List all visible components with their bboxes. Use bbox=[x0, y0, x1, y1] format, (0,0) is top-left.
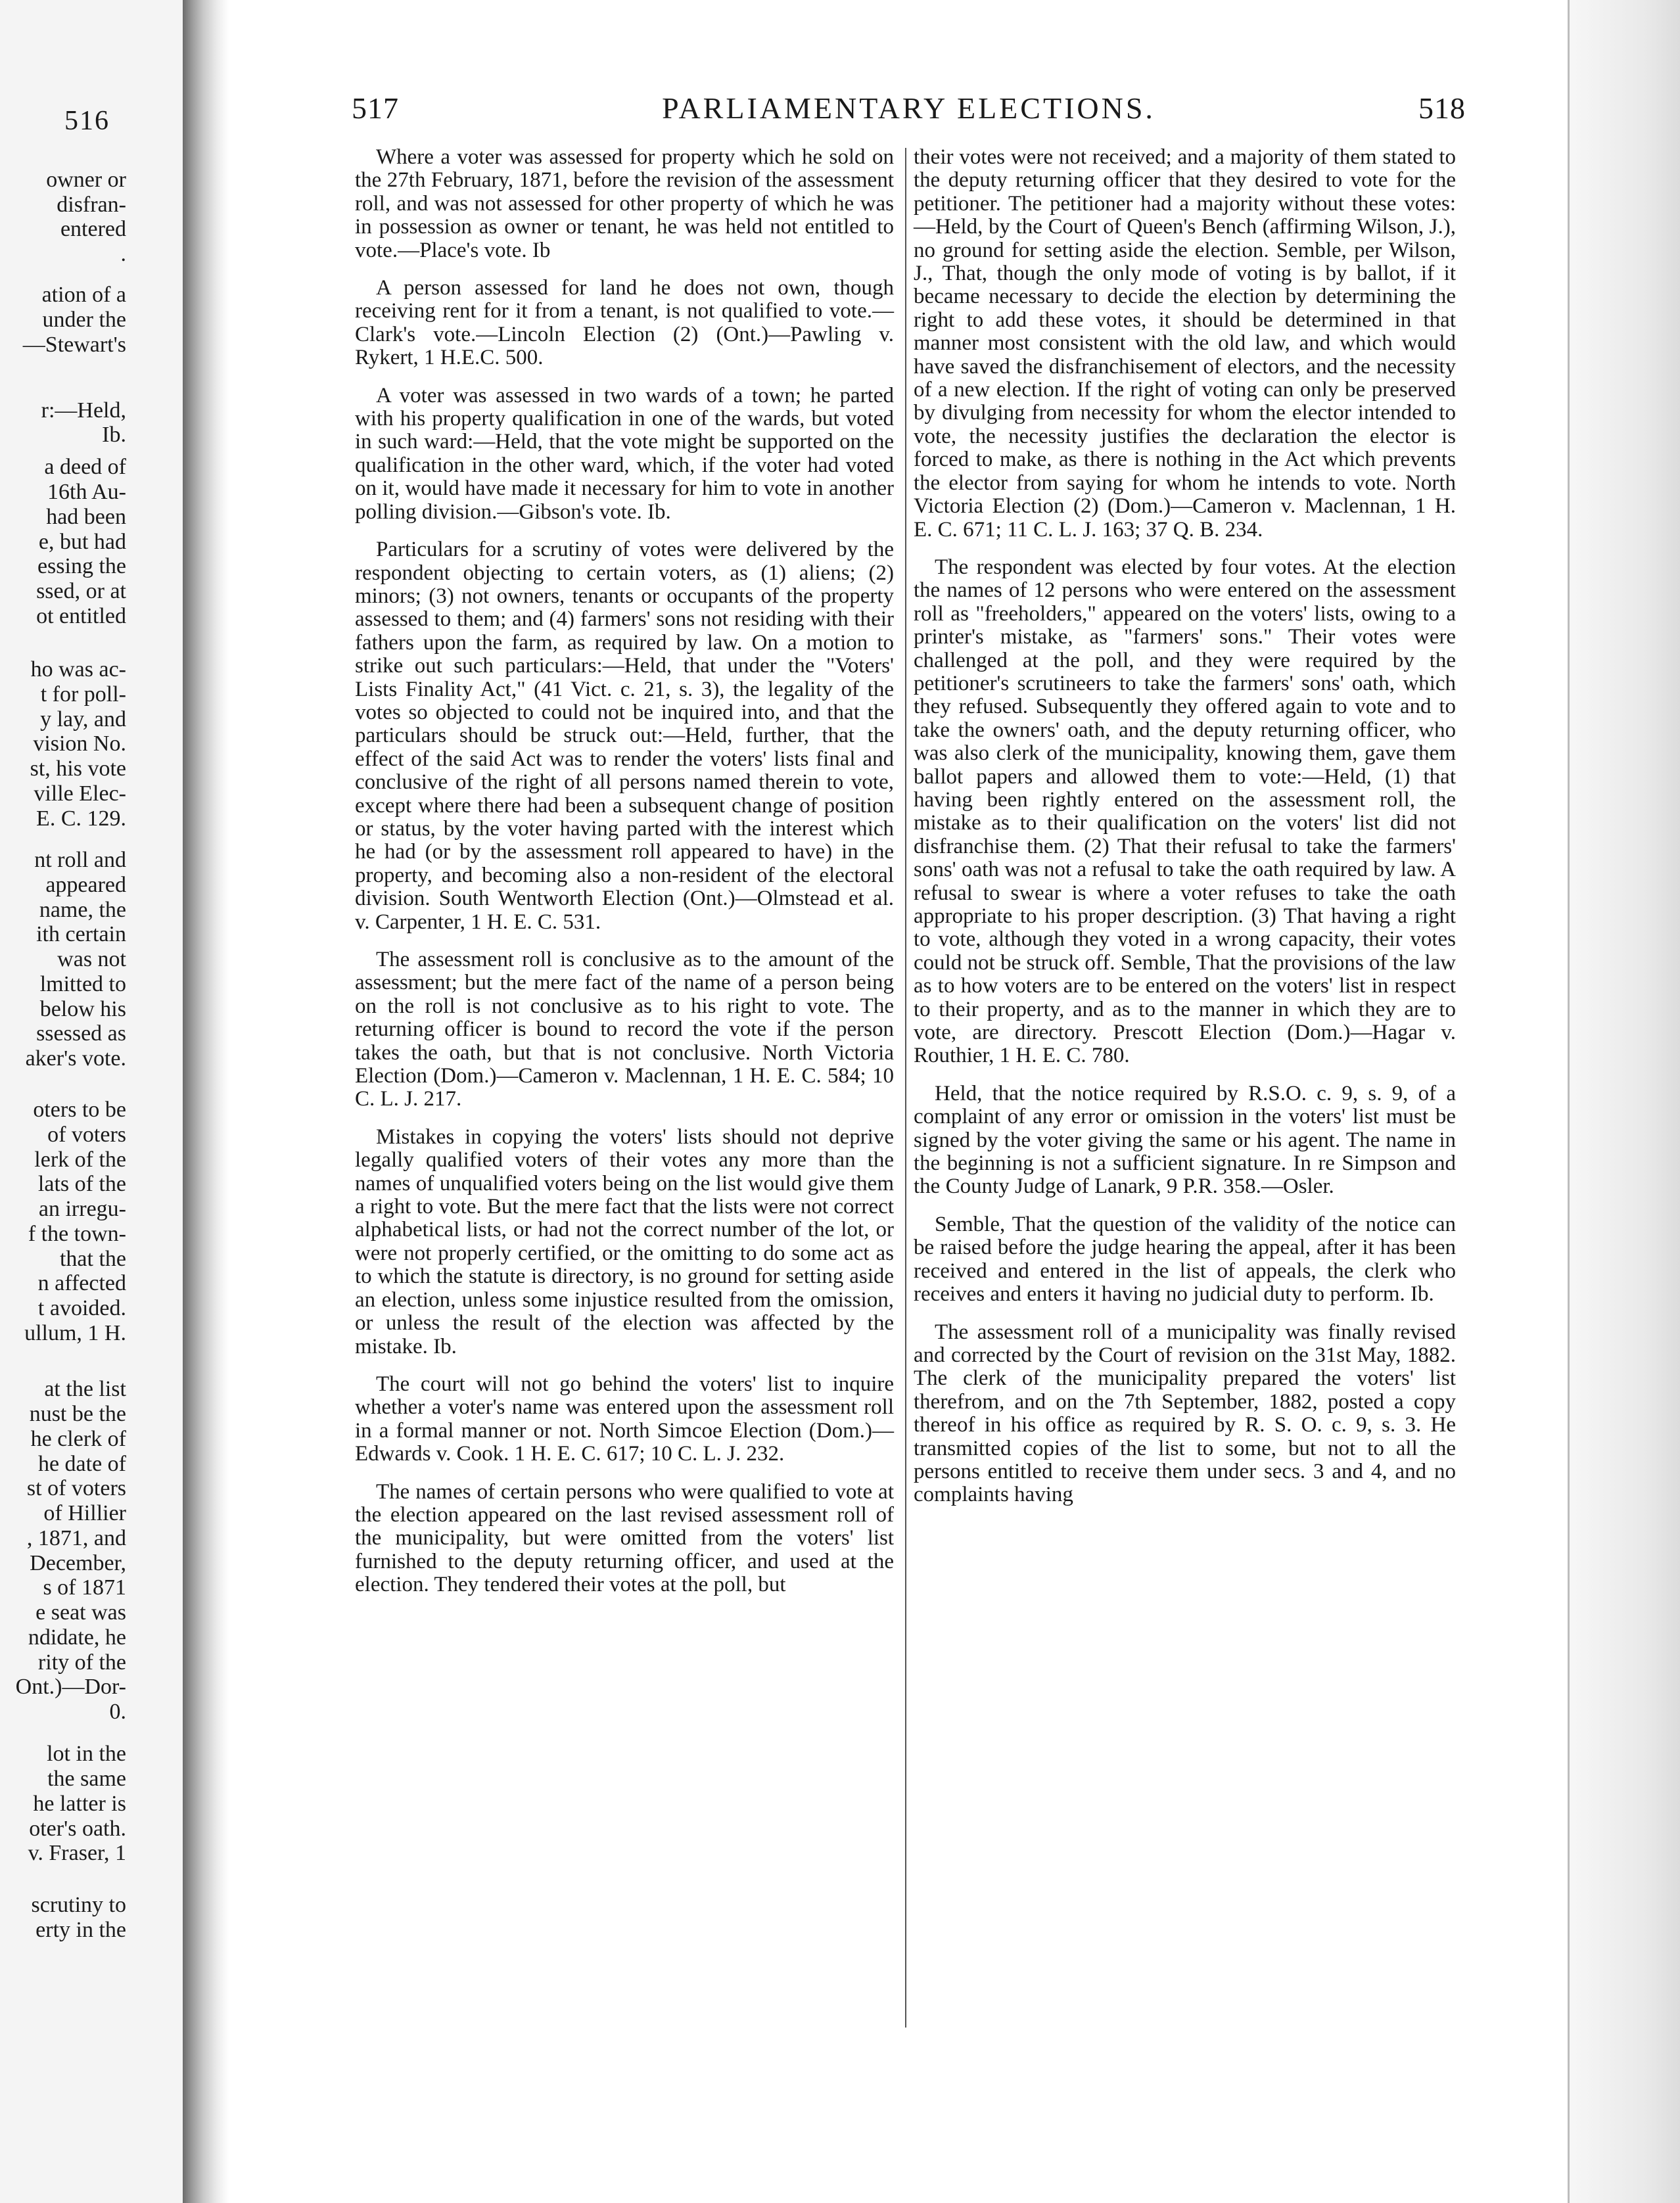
previous-page-line: that the bbox=[59, 1247, 126, 1271]
previous-page-line: f the town- bbox=[28, 1222, 126, 1246]
previous-page-line: t avoided. bbox=[37, 1296, 126, 1320]
case-paragraph: A voter was assessed in two wards of a town; he parted with his property qualification in one of the wards, but voted in such ward:—Held, that the vote might be supported on the qualification in the other ward, which, if the voter had voted on it, would have made it necessary for him to vote in another polling division.—Gibson's vote. Ib. bbox=[355, 383, 894, 524]
case-paragraph: The assessment roll is conclusive as to the amount of the assessment; but the mere fact of the name of a person being on the roll is not conclusive as to his right to vote. The returning officer is bound to record the vote if the person takes the oath, but that is not conclusive. North Victoria Election (Dom.)—Cameron v. Maclennan, 1 H. E. C. 584; 10 C. L. J. 217. bbox=[355, 948, 894, 1111]
case-paragraph: The court will not go behind the voters' list to inquire whether a voter's name was entered upon the assessment roll in a formal manner or not. North Simcoe Election (Dom.)—Edwards v. Cook. 1 H. E. C. 617; 10 C. L. J. 232. bbox=[355, 1372, 894, 1466]
case-paragraph: Where a voter was assessed for property which he sold on the 27th February, 1871, before the revision of the assessment roll, and was not assessed for other property of which he was in possession as owner or tenant, he was held not entitled to vote.—Place's vote. Ib bbox=[355, 145, 894, 262]
previous-page-line: y lay, and bbox=[40, 707, 126, 731]
previous-page-line: r:—Held, bbox=[41, 398, 126, 423]
running-title: PARLIAMENTARY ELECTIONS. bbox=[662, 91, 1155, 125]
previous-page-line: December, bbox=[30, 1551, 126, 1575]
previous-page-line: ullum, 1 H. bbox=[24, 1321, 126, 1345]
previous-page-line: name, the bbox=[39, 898, 126, 922]
previous-page-line: Ont.)—Dor- bbox=[15, 1675, 126, 1699]
previous-page-line: v. Fraser, 1 bbox=[28, 1841, 126, 1865]
previous-page-line: the same bbox=[47, 1767, 126, 1791]
previous-page-line: e seat was bbox=[35, 1600, 126, 1625]
previous-page-line: 0. bbox=[109, 1700, 126, 1724]
previous-page-number: 516 bbox=[64, 106, 110, 136]
previous-page-line: had been bbox=[46, 505, 126, 529]
previous-page-line: oters to be bbox=[33, 1098, 126, 1122]
previous-page-line: st of voters bbox=[26, 1476, 126, 1500]
previous-page-line: t for poll- bbox=[40, 682, 126, 707]
previous-page-line: ndidate, he bbox=[28, 1625, 126, 1650]
previous-page-line: 16th Au- bbox=[47, 480, 126, 504]
page-number-right: 518 bbox=[1418, 91, 1466, 125]
previous-page-line: erty in the bbox=[35, 1918, 126, 1942]
previous-page-line: ith certain bbox=[36, 922, 126, 946]
previous-page-line: Ib. bbox=[102, 423, 126, 447]
previous-page-line: lats of the bbox=[37, 1172, 126, 1196]
previous-page-line: ot entitled bbox=[36, 604, 126, 628]
previous-page-line: at the list bbox=[44, 1377, 126, 1401]
case-paragraph: The respondent was elected by four votes. At the election the names of 12 persons who were entered on the assessment roll as "freeholders," appeared on the voters' lists, owing to a printer's mistake, as "farmers' sons." Their votes were challenged at the poll, and they were required by the petitioner's scrutineers to take the farmers' sons' oath, which they refused. Subsequently they offered again to vote and to take the owners' oath, and the deputy returning officer, who was also clerk of the municipality, knowing them, gave them ballot papers and allowed them to vote:—Held, (1) that having been rightly entered on the assessment roll, the mistake as to their qualification on the voters' list did not disfranchise them. (2) That their refusal to take the farmers' sons' oath was not a refusal to take the oath required by law. A refusal to swear is where a voter refuses to take the oath appropriate to his proper description. (3) That having a right to vote, although they voted in a wrong capacity, their votes could not be struck off. Semble, That the provisions of the law as to how voters are to be entered on the voters' list in respect to their property, and as to the manner in which they are to vote, are directory. Prescott Election (Dom.)—Hagar v. Routhier, 1 H. E. C. 780. bbox=[914, 555, 1456, 1068]
previous-page-line: e, but had bbox=[38, 530, 126, 554]
previous-page-line: lerk of the bbox=[34, 1148, 126, 1172]
previous-page-line: ville Elec- bbox=[34, 781, 126, 806]
case-paragraph: The names of certain persons who were qualified to vote at the election appeared on the last revised assessment roll of the municipality, but were omitted from the voters' list furnished to the deputy returning officer, and used at the election. They tendered their votes at the poll, but bbox=[355, 1479, 894, 1597]
previous-page-line: he date of bbox=[37, 1452, 126, 1476]
previous-page-line: nust be the bbox=[29, 1402, 126, 1426]
previous-page-line: under the bbox=[42, 308, 126, 332]
previous-page-line: ssessed as bbox=[36, 1021, 126, 1046]
previous-page-line: vision No. bbox=[33, 731, 126, 756]
previous-page-line: entered bbox=[60, 217, 126, 241]
case-paragraph: A person assessed for land he does not own, though receiving rent for it from a tenant, is not qualified to vote.—Clark's vote.—Lincoln Election (2) (Ont.)—Pawling v. Rykert, 1 H.E.C. 500. bbox=[355, 276, 894, 370]
previous-page-line: he clerk of bbox=[30, 1427, 126, 1451]
previous-page-line: —Stewart's bbox=[22, 333, 126, 357]
previous-page-line: . bbox=[120, 242, 126, 266]
case-paragraph: The assessment roll of a municipality was finally revised and corrected by the Court of revision on the 31st May, 1882. The clerk of the municipality prepared the voters' list therefrom, and on the 7th September, 1882, posted a copy thereof in his office as required by R. S. O. c. 9, s. 3. He transmitted copies of the list to some, but not to all the persons entitled to receive them under secs. 3 and 4, and no complaints having bbox=[914, 1320, 1456, 1507]
previous-page-line: of voters bbox=[47, 1123, 126, 1147]
previous-page-line: below his bbox=[39, 997, 126, 1021]
previous-page-line: lot in the bbox=[47, 1742, 126, 1766]
previous-page-line: an irregu- bbox=[38, 1197, 126, 1221]
previous-page-line: ation of a bbox=[41, 283, 126, 307]
previous-page-line: disfran- bbox=[57, 193, 126, 217]
previous-page-line: scrutiny to bbox=[31, 1893, 126, 1917]
previous-page-line: ssed, or at bbox=[36, 579, 126, 603]
previous-page-strip bbox=[0, 0, 183, 2203]
previous-page-line: nt roll and bbox=[34, 848, 126, 872]
case-paragraph: their votes were not received; and a majority of them stated to the deputy returning officer that they desired to vote for the petitioner. The petitioner had a majority without these votes:—Held, by the Court of Queen's Bench (affirming Wilson, J.), no ground for setting aside the election. Semble, per Wilson, J., That, though the only mode of voting is by ballot, if it became necessary to decide the election by determining the right to add these votes, it should be determined in that manner most consistent with the old law, and which would have saved the disfranchisement of electors, and the necessity of a new election. If the right of voting can only be preserved by divulging from necessity for whom the elector intended to vote, the necessity justifies the declaration the elector is forced to make, as there is nothing in the Act which prevents the elector from saying for whom he intends to vote. North Victoria Election (2) (Dom.)—Cameron v. Maclennan, 1 H. E. C. 671; 11 C. L. J. 163; 37 Q. B. 234. bbox=[914, 145, 1456, 542]
previous-page-line: st, his vote bbox=[30, 756, 126, 781]
previous-page-line: he latter is bbox=[33, 1792, 126, 1816]
running-header bbox=[352, 91, 1466, 130]
previous-page-line: , 1871, and bbox=[26, 1526, 126, 1550]
previous-page-line: appeared bbox=[45, 873, 126, 897]
case-paragraph: Mistakes in copying the voters' lists should not deprive legally qualified voters of their votes any more than the names of unqualified voters being on the list would give them a right to vote. But the mere fact that the lists were not correct alphabetical lists, or had not the correct number of the lot, or were not properly certified, or the omitting to do some act as to which the statute is directory, is no ground for setting aside an election, unless some injustice resulted from the omission, or unless the result of the election was affected by the mistake. Ib. bbox=[355, 1125, 894, 1358]
previous-page-line: oter's oath. bbox=[29, 1817, 126, 1841]
previous-page-line: lmitted to bbox=[39, 972, 126, 996]
previous-page-line: essing the bbox=[37, 554, 126, 578]
previous-page-line: was not bbox=[57, 947, 126, 971]
page-edge bbox=[1568, 0, 1680, 2203]
previous-page-line: E. C. 129. bbox=[36, 806, 126, 831]
page-number-left: 517 bbox=[352, 91, 399, 125]
column-divider bbox=[905, 148, 906, 2028]
case-paragraph: Particulars for a scrutiny of votes were delivered by the respondent objecting to certain voters, as (1) aliens; (2) minors; (3) not owners, tenants or occupants of the property assessed to them; and (4) farmers' sons not residing with their fathers upon the farm, as required by law. On a motion to strike out such particulars:—Held, that under the "Voters' Lists Finality Act," (41 Vict. c. 21, s. 3), the legality of the votes so objected to could not be inquired into, and that the particulars should be struck out:—Held, further, that the effect of the said Act was to render the voters' lists final and conclusive of the right of all persons named therein to vote, except where there had been a subsequent change of position or status, by the voter having parted with the interest which he had (or by the assessment roll appeared to have) in the property, and becoming also a non-resident of the electoral division. South Wentworth Election (Ont.)—Olmstead et al. v. Carpenter, 1 H. E. C. 531. bbox=[355, 538, 894, 934]
case-paragraph: Held, that the notice required by R.S.O. c. 9, s. 9, of a complaint of any error or omission in the voters' list must be signed by the voter giving the same or his agent. The name in the beginning is not a sufficient signature. In re Simpson and the County Judge of Lanark, 9 P.R. 358.—Osler. bbox=[914, 1081, 1456, 1199]
previous-page-line: rity of the bbox=[37, 1650, 126, 1675]
previous-page-line: s of 1871 bbox=[43, 1575, 126, 1600]
left-column bbox=[355, 146, 894, 1612]
previous-page-line: of Hillier bbox=[43, 1501, 126, 1525]
previous-page-line: owner or bbox=[46, 168, 126, 192]
case-paragraph: Semble, That the question of the validity of the notice can be raised before the judge hearing the appeal, after it has been received and entered in the list of appeals, the clerk who receives and enters it having no judicial duty to perform. Ib. bbox=[914, 1212, 1456, 1307]
previous-page-line: aker's vote. bbox=[25, 1046, 126, 1071]
book-gutter-shadow bbox=[183, 0, 229, 2203]
previous-page-line: ho was ac- bbox=[30, 657, 126, 682]
previous-page-line: n affected bbox=[37, 1271, 126, 1295]
previous-page-line: a deed of bbox=[44, 455, 126, 479]
right-column bbox=[914, 146, 1456, 1521]
